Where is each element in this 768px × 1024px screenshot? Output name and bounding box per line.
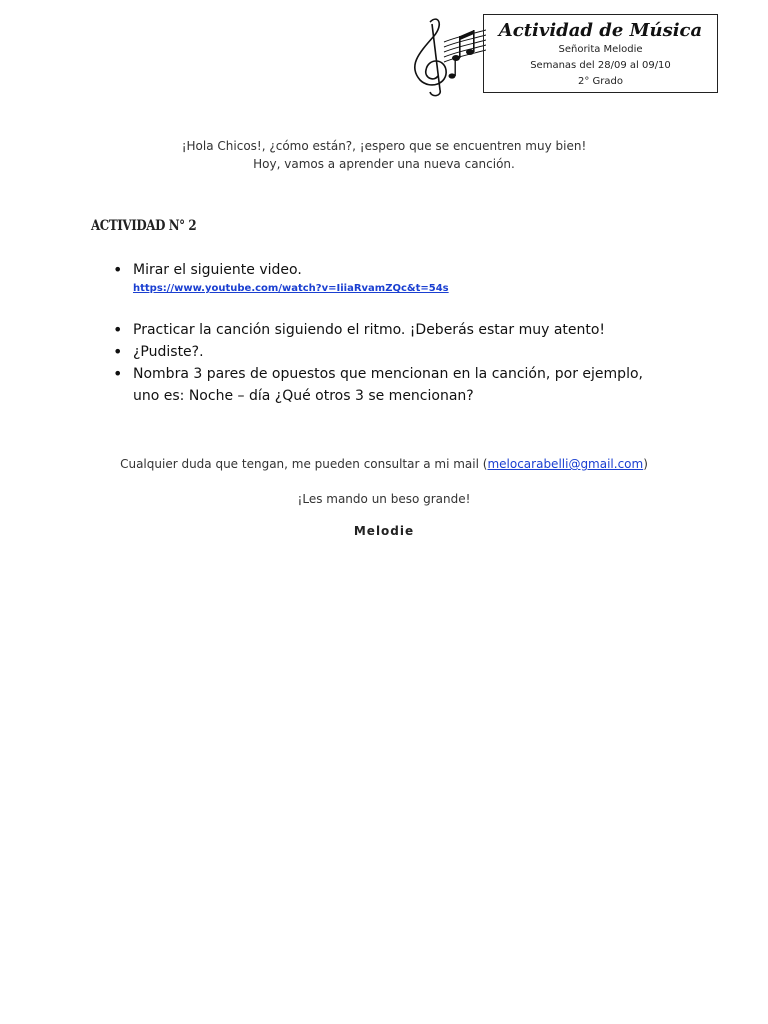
teacher-name: Señorita Melodie <box>558 44 643 55</box>
task-text: Nombra 3 pares de opuestos que mencionan en la canción, por ejemplo, uno es: Noche – día ¿Qué otros 3 se mencionan? <box>133 366 643 404</box>
video-link[interactable]: https://www.youtube.com/watch?v=IiiaRvamZQc&t=54s <box>133 283 449 294</box>
grade-label: 2° Grado <box>578 76 623 87</box>
task-text: Mirar el siguiente video. <box>133 262 302 278</box>
closing-message: ¡Les mando un beso grande! <box>297 492 471 506</box>
list-item <box>113 341 673 363</box>
list-item <box>113 319 673 341</box>
weeks-range: Semanas del 28/09 al 09/10 <box>530 60 671 71</box>
signature: Melodie <box>353 524 415 538</box>
list-item <box>113 363 673 407</box>
contact-text-end: ) <box>643 457 648 471</box>
activity-heading: ACTIVIDAD N° 2 <box>91 218 197 234</box>
email-link[interactable]: melocarabelli@gmail.com <box>487 457 644 471</box>
header-title: Actividad de Música <box>498 20 703 41</box>
task-text: Practicar la canción siguiendo el ritmo. ¡Deberás estar muy atento! <box>133 322 606 338</box>
intro-greeting: ¡Hola Chicos!, ¿cómo están?, ¡espero que se encuentren muy bien! <box>181 139 587 153</box>
intro-text <box>0 137 768 173</box>
treble-clef-notes-icon <box>404 14 486 98</box>
task-text: ¿Pudiste?. <box>133 344 204 360</box>
contact-line <box>0 455 768 473</box>
task-list <box>113 259 673 407</box>
list-item <box>113 259 673 297</box>
intro-subtitle: Hoy, vamos a aprender una nueva canción. <box>253 157 515 171</box>
header-box <box>483 14 718 93</box>
contact-text: Cualquier duda que tengan, me pueden consultar a mi mail ( <box>120 457 488 471</box>
